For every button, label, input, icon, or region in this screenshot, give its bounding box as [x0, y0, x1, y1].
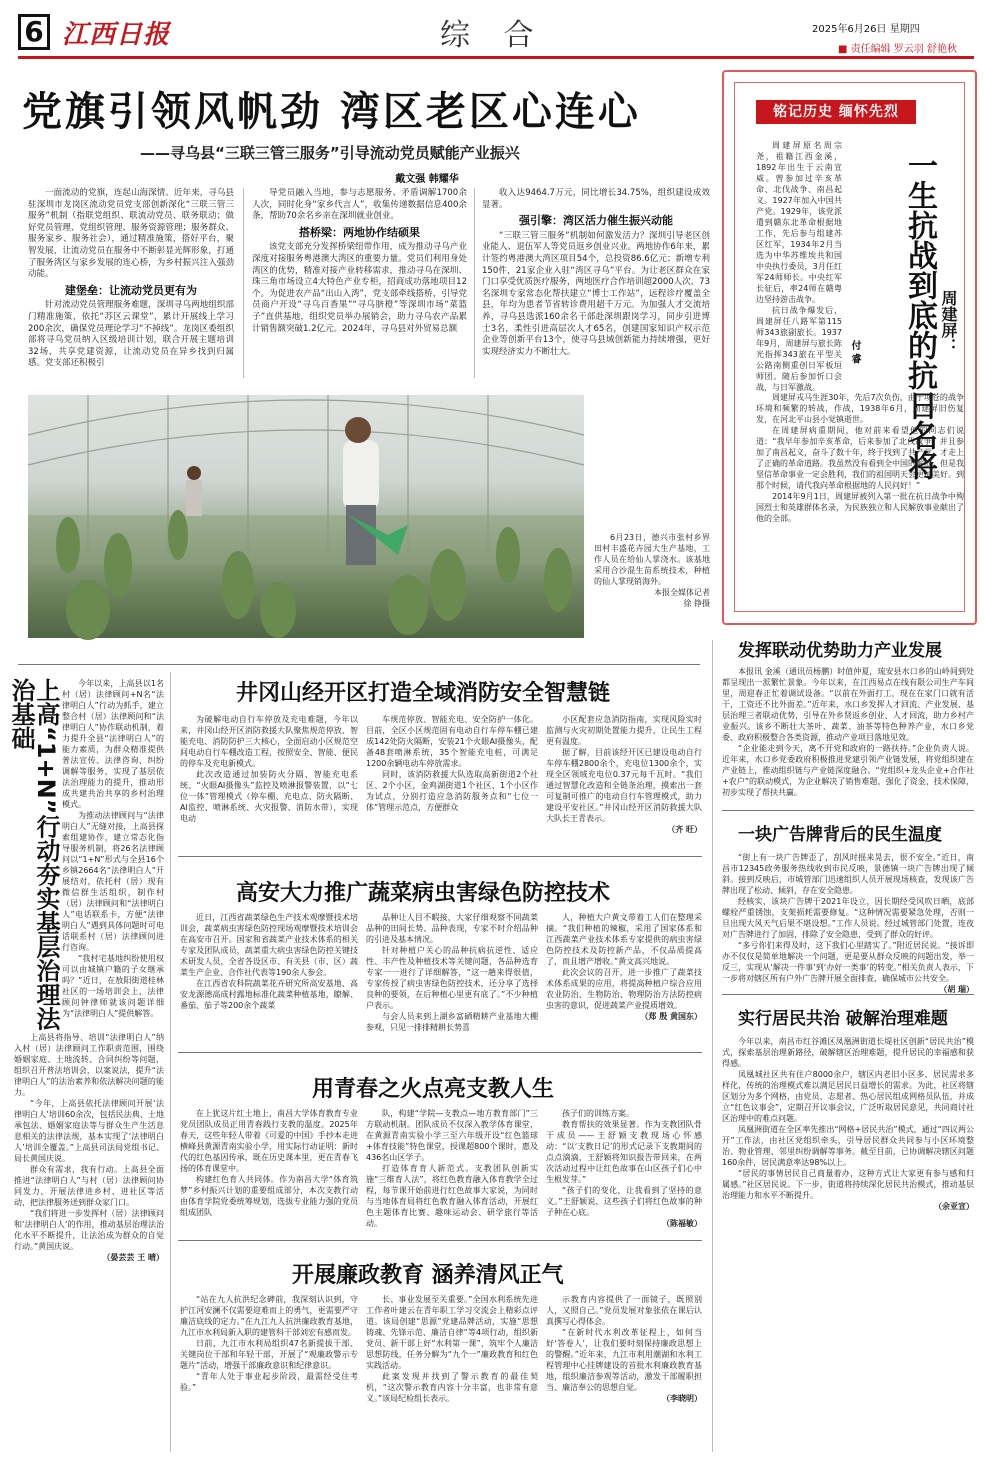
a3-title: 用青春之火点亮支教人生 — [312, 1077, 555, 1102]
a4-column-2: 长、事业发展至关重要。”全国水利系统先进工作者叶建云在青年职工学习交流会上精彩点评道。该局创建“思源”党建品牌活动，实施“思想铸魂、先锋示范、廉洁自律”等4项行动，组织新党员、新干部上好“水利第一课”，筑牢个人廉洁思想防线，任务分解为“九个一”廉政教育和红色实践活动。 此案发现并找到了警示教育的最佳契机，“这次警示教育内容十分丰富，也非常有意义。”该局纪检组长表示。 — [366, 1295, 538, 1403]
a4-title: 开展廉政教育 涵养清风正气 — [292, 1263, 564, 1288]
a3-column-1: 在上犹这片红土地上，南昌大学体育教育专业党员团队成员正用青春践行支教的温度。2025年春天，这些年轻人带着《可爱的中国》手抄本走进横峰县黄源青南实验小学，用实际行动证明：新时代的红色基因传承，既在历史课本里，更在青春飞扬的体育课堂中。 构建红色育人共同体。作为南昌大学“体育筑梦”乡村振兴计划的重要组成部分，本次支教行动由体育学院党委统筹规划，选拔专业能力强的党员组成团队 — [180, 1109, 358, 1217]
a1-column-2: 车规范停放、智能充电、安全防护一体化。目前，全区小区规范固有电动自行车停车棚已建成142处防火隔断，安装21个火眼AI摄像头，配备48套喷淋系统，35个智能充电桩，可满足1200余辆电动车停放需求。 同时，该消防救援大队选取高新街道2个社区、2个小区，金鸡湖街道1个社区、1个小区作为试点，分别打造应急消防服务点和“七位一体”管理示范点，方便群众 — [366, 715, 538, 812]
lead-column-2: 导党员融入当地，参与志愿服务、矛盾调解1700余人次，同时化身“家乡代言人”，收集传递数据信息400余条，帮助70余名乡亲在深圳就业创业。 搭桥梁：两地协作结硕果 该党支部充分发挥桥梁纽带作用，成为推动寻乌产业深度对接服务粤港澳大湾区的重要力量。党员们利用身处湾区的优势，精准对接产业转移需求，推动寻乌在深圳、珠三角市场设立4大特色产业专柜，招商成功落地项目12个。为促进农产品“出山入湾”，党支部牵线搭桥，引导党员商户开设“寻乌百香果”“寻乌脐橙”等深圳市场“菜篮子”直供基地，组织党员举办展销会，助力寻乌农产品累计销售额突破1.2亿元。2024年，寻乌县对外贸易总额 — [252, 188, 467, 334]
photo-credit-line2: 徐 铮摄 — [683, 599, 710, 608]
issue-date: 2025年6月26日 星期四 — [812, 24, 920, 35]
a1-column-3: 小区配套应急消防指南，实现风险实时监测与火灾初期处置能力提升，让民生工程更有温度。 据了解，目前该经开区已建设电动自行车停车棚2800余个，充电位1300余个，实现全区领域充电位0.37元每千瓦时。“我们通过智慧化改造和全链条治理，摸索出一套可复制可推广的电动自行车管理模式，助力建设平安社区。”井冈山经开区消防救援大队大队长王青表示。 （齐 旺） — [546, 715, 702, 834]
a2-column-1: 近日，江西省蔬菜绿色生产技术观摩暨技术培训会，蔬菜病虫害绿色防控现场观摩暨技术培训会在高安市召开。国家和省蔬菜产业技术体系的相关专家及团队成员，蔬菜重大病虫害绿色防控关键技术研发人员，全省各设区市、有关县（市、区）蔬菜生产企业、合作社代表等190余人参会。 在江西省农科院蔬菜花卉研究所高安基地、高安龙源德高成村露地标准化蔬菜种植基地，瞭解、番茄、茄子等200余个蔬菜 — [180, 913, 358, 1010]
r3-sign: （余亚宣） — [934, 1202, 974, 1211]
sidebar-banner: 铭记历史 缅怀先烈 — [756, 100, 916, 124]
sidebar-title: 一生抗战到底的抗日名将 — [902, 150, 937, 480]
a3-sign: （陈福敏） — [662, 1219, 702, 1228]
lead-column-3: 收入达9464.7万元，同比增长34.75%，组织建设成效显著。 强引擎：湾区活力催生振兴动能 “三联三管三服务”机制如何激发活力？深圳引导老区创业能人、退伍军人等党员返乡创业兴业。两地协作6年来，累计签约粤港澳大湾区项目54个，总投资86.6亿元；新增专利150件，21家企业入驻“湾区寻乌”平台。为让老区群众在家门口享受优质医疗服务，两地医疗合作培训超2000人次，73名深圳专家常态化帮扶建立“博士工作站”，远程诊疗覆盖全县，年均为患者节省转诊费用超千万元。为加强人才交流培养，寻乌县选派160余名干部赴深圳跟岗学习，同步引进博士3名，柔性引进高层次人才65名，创建国家知识产权示范企业等创新平台13个，使寻乌县域创新能力持续增强，更好实现经济实力不断壮大。 — [482, 188, 710, 357]
sidebar-column-1: 周建屏原名周宗尧，祖籍江西金溪，1892年出生于云南宣威。曾参加过辛亥革命、北伐战争、南昌起义。1927年加入中国共产党。1929年，该党派遣到赣东北革命根据地工作，先后参与组建苏区红军，1934年2月当选为中华苏维埃共和国中央执行委员，3月任红军24师师长。中央红军长征后，率24师在赣粤边坚持游击战争。 抗日战争爆发后，周建屏任八路军第115师343旅副旅长。1937年9月，周建屏与旅长陈光指挥343旅在平型关公路南侧重创日军板垣师团。随后参加忻口会战，与日军激战。 — [756, 141, 842, 392]
a4-column-3: 示教育内容提供了一面镜子，既照别人，又照自己。”党员发展对象张依在课后认真撰写心得体会。 “在新时代水利改革征程上，如何当好‘答卷人’，让我们要时刻保持廉政思想上的警醒。”近年来，九江市利用潮湖和水利工程管理中心挂牌建设的首批水利廉政教育基地，组织廉洁参观等活动，激发干部履职担当、廉洁奉公的思想自觉。 （李晓明） — [546, 1295, 702, 1403]
photo-credit-line1: 本报全媒体记者 — [654, 588, 710, 597]
a4-sign: （李晓明） — [662, 1394, 702, 1403]
a2-sign: （郑 殷 黄国东） — [640, 1012, 702, 1021]
a2-column-3: 人，种植大户黄文带着工人们在整理采摘。“我们种植的辣椒，采用了国家体系和江西蔬菜产业技术体系专家提供的病虫害绿色防控技术及防控新产品，不仅品质提高了，而且增产增收。”黄文高兴地说。 此次会议的召开，进一步推广了蔬菜技术体系成果的应用，将提高种植户综合应用农业防治、生物防治、物理防治方法防控病虫害的意识，促进蔬菜产业提质增效。 （郑 殷 黄国东） — [546, 913, 702, 1021]
a1-title: 井冈山经开区打造全域消防安全智慧链 — [236, 681, 611, 706]
a2-column-2: 品种让人目不暇接，大家仔细观察不同蔬菜品种的田间长势、品种表现，专家不时介绍品种的引进及基本情况。 针对种植户关心的品种抗病抗逆性、适应性、丰产性及种植技术等关键问题，各品种选育专家一一进行了详细解答，“这一趟来得很值，专家传授了病虫害绿色防控技术，还分享了选择良种的要领，在后种植心里更有底了。”不少种植户表示。 与会人员来到上湖乡富硒精耕产业基地大棚参观，只见一排排精耕长势喜 — [366, 913, 538, 1032]
r3-body: 今年以来，南昌市红谷滩区凤凰洲街道长堤社区创新“居民共治”模式，探索基层治理新路径，破解辖区治理难题，提升居民的幸福感和获得感。 凤凰城社区共有住户8000余户，辖区内老旧小区多、居民需求多样化，传统的治理模式难以满足居民日益增长的需求。为此，社区将辖区划分为多个网格，由党员、志愿者、热心居民组成网格员队伍，并成立“红色议事会”，定期召开议事会议，广泛听取居民意见，共同商讨社区治理中的难点问题。 凤凰洲街道在全区率先推出“网格+居民共治”模式，通过“四议两公开”工作法，由社区党组织牵头，引导居民群众共同参与小区环境整治、物业管理、邻里纠纷调解等事务。截至目前，已协调解决辖区问题160余件，居民满意率达98%以上。 “居民的事情居民自己商量着办，这种方式让大家更有参与感和归属感。”社区居民说。下一步，街道将持续深化居民共治模式，推动基层治理能力和水平不断提升。 （余亚宣） — [722, 1037, 974, 1211]
lead-title: 党旗引领风帆劲 湾区老区心连心 — [22, 89, 641, 135]
paper-name-logo: 江西日报 — [62, 20, 171, 50]
sidebar-author: 付 睿 — [849, 340, 860, 364]
a3-column-3: 孩子们的训练方案。 教育帮扶的效果显著。作为支教团队骨干成员——王舒颖支教现场心怀感动：“以‘支教日记’的形式记录下支教期间的点点滴滴，王舒颖将知识报告带回来，在两次活动过程中让红色故事在山区孩子们心中生根发芽。” “孩子们的变化，让我看到了坚持的意义。”王舒颖说，这些孩子们将红色故事的种子种在心底。 （陈福敏） — [546, 1109, 702, 1228]
editors: ■ 责任编辑 罗云羽 舒艳秋 — [838, 44, 957, 55]
sidebar-column-2: 周建屏戎马生涯30年，先后7次负伤，由于项苍的战争环境和频繁的转战，作战，1938年6月，周建屏旧伤复发，在河北平山县小觉镇逝世。 在周建屏病重期间，他对前来看望他的同志们说道：“我早年参加辛亥革命，后来参加了北伐战争，并且参加了南昌起义，奋斗了数十年，终于找到了共产党，才走上了正确的革命道路。我虽然没有看到全中国的解放，但是我坚信革命事业一定会胜利，我们的祖国明天会更加美好。到那个时候，请代我向革命根据地的人民问好！” 2014年9月1日，周建屏被列入第一批在抗日战争中殉国烈士和英雄群体名录，为民族独立和人民解放事业献出了他的全部。 — [756, 393, 964, 523]
section-title: 综 合 — [440, 18, 546, 53]
left-article-column-1: 今年以来，上高县以1名村（居）法律顾问+N名“法律明白人”行动为抓手，建立整合村（居）法律顾问和“法律明白人”协作联动机制，着力提升全县“法律明白人”的能力素质，为群众精准提供普法宣传、法律咨询、纠纷调解等服务，实现了基层依法治理能力的提升，推动形成共建共治共享的乡村治理模式。 为推动法律顾问与“法律明白人”无缝对接，上高县探索组建协作，建立常态化指导服务机制，将26名法律顾问以“1+N”形式与全县16个乡镇2664名“法律明白人”开展结对，依托村（居）现有微信群生活组织，制作村（居）法律顾问和“法律明白人”电话联系卡，方便“法律明白人”遇到具体问题时可电话联系村（居）法律顾问进行咨询。 “我村宅基地纠纷使用权可以由城镇户籍的子女继承吗？”近日，在敖阳街道桂林社区的一场培训会上，法律顾问钟律师就该问题详细为“法律明白人”提供解答。 — [62, 679, 164, 1018]
page-number-box — [18, 14, 50, 50]
left-article-column-2: 上高县将指导、培训“法律明白人”纳入村（居）法律顾问工作职责范围，围绕婚姻家庭、土地流转、合同纠纷等问题，组织召开普法培训会，以案说法，提升“法律明白人”的法治素养和依法解决问题的能力。 “今年，上高县依托法律顾问开展‘法律明白人’培训60余次，包括民法典、土地承包法、婚姻家庭法等与群众生产生活息息相关的法律法规，基本实现了‘法律明白人’培训全覆盖。”上高县司法局党组书记、局长黄国庆说。 群众有需求，我有行动。上高县全面推进“法律明白人”与村（居）法律顾问协同发力，开展法律进乡村、进社区等活动，把法律服务送到群众家门口。 “我们将进一步发挥村（居）法律顾问和‘法律明白人’的作用，推动基层治理法治化水平不断提升，让法治成为群众的自觉行动。”黄国庆说。 （晏芸芸 王 晴） — [14, 1033, 164, 1262]
lead-subtitle: ——寻乌县“三联三管三服务”引导流动党员赋能产业振兴 — [140, 144, 520, 162]
r1-body: 本报讯 金溪（通讯员杨鹏）时值仲夏，琉安县水口乡的山岭间到处都呈现出一派繁忙景象。今年以来，在江西易点在线有限公司生产车间里，周迎春正忙着调试设备。“以前在外面打工，现在在家门口就有活干，工资还不比外面差。”近年来，水口乡发挥人才回流、产业发展、基层治理三者联动优势，引导在外乡贤返乡创业、人才回流，助力乡村产业振兴。该乡不断壮大茶叶、蔬菜、油茶等特色种养产业，水口乡党委、政府积极整合各类资源，推动产业项目落地见效。 “企业能走到今天，离不开党和政府的一路扶持。”企业负责人说。近年来，水口乡党委政府积极推进党建引领产业链发展，将党组织建在产业链上，推动组织链与产业链深度融合。“党组织+龙头企业+合作社+农户”的联动模式，为企业解决了销售难题，强化了资金、技术保障，初步实现了帮扶共赢。 — [722, 667, 974, 797]
photo-caption-box — [594, 532, 710, 642]
r2-body: “街上有一块广告牌歪了，刮风时摇来晃去，很不安全。”近日，南昌市12345政务服务热线收到市民反映，景德镇一块广告牌出现了倾斜。接到反映后，市城管部门迅速组织人员开展现场核查，发现该广告牌出现了松动、倾斜，存在安全隐患。 经核实，该块广告牌于2021年设立，因长期经受风吹日晒，底部螺栓严重锈蚀，支架损耗需要修复。“这种情况需要紧急处理，否则一旦出现大风天气后果不堪设想。”工作人员说。经过城管部门处置，连夜对广告牌进行了加固，排除了安全隐患，受到了群众的好评。 “多亏你们来得及时，这下我们心里踏实了。”附近居民说。“接诉即办不仅仅是简单地解决一个问题，更是要从群众反映的问题出发，举一反三，实现从‘解决一件事’到‘办好一类事’的转变。”相关负责人表示，下一步将对辖区所有户外广告牌开展全面排查，确保城市公共安全。 （胡 瑞） — [722, 853, 974, 994]
greenhouse-scene — [28, 395, 584, 638]
masthead-rule — [18, 56, 974, 59]
left-article-sign: （晏芸芸 王 晴） — [102, 1253, 164, 1262]
a1-sign: （齐 旺） — [667, 825, 702, 834]
a4-column-1: “站在九人抗洪纪念碑前，我深刻认识到，守护江河安澜不仅需要迎难而上的勇气，更需要严守廉洁底线的定力。”在九江九人抗洪廉政教育基地，九江市水利局新入职的建管科干部刘宏有感而发。 日前，九江市水利局组织47名新提拔干部、关键岗位干部和年轻干部，开展了“观廉政警示专题片”活动，增强干部廉政意识和纪律意识。 “青年人处于事业起步阶段，最需经受住考验。” — [180, 1295, 358, 1392]
r2-sign: （胡 瑞） — [939, 985, 974, 994]
sidebar-subtitle: 周建屏： — [939, 290, 958, 354]
lead-subhead-1: 建堡垒：让流动党员更有为 — [65, 283, 197, 297]
r1-title: 发挥联动优势助力产业发展 — [738, 641, 942, 661]
lead-subhead-3: 强引擎：湾区活力催生振兴动能 — [519, 214, 673, 228]
greenhouse-photo — [28, 395, 584, 638]
lead-subhead-2: 搭桥梁：两地协作结硕果 — [299, 225, 420, 239]
a3-column-2: 队，构建“学院—支教点—地方教育部门”三方联动机制。团队成员不仅深入教学体育课堂，在黄源青南实验小学三至六年级开设“红色篮球+体育技能”特色课堂，授课超800个课时，惠及436名山区学子。 打造体育育人新范式。支教团队创新实施“三维育人法”，将红色教育融入体育教学全过程，每节课开始前进行红色故事大家说，为同时与当地体育局将红色教育融入体育活动，开展红色主题体育比赛、趣味运动会、研学旅行等活动。 — [366, 1109, 538, 1228]
left-article-title: 上高“1+N”行动夯实基层治理法治基础 — [7, 678, 60, 1031]
photo-caption: 6月23日，德兴市张村乡界田村丰盛花卉园大生产基地，工作人员在给仙人掌浇水。该基地采用合沙混生苗系统技术，种植的仙人掌现销海外。 — [594, 533, 710, 586]
lead-column-1: 一面流动的党旗，连起山海深情。近年来，寻乌县驻深圳市龙岗区流动党员党支部创新深化“三联三管三服务”机制（指联党组织、联流动党员、联务联动；做好党员管理、党组织管理、服务资源管理；服务群众、服务家乡、服务社会），通过精准施策，搭好平台，聚智发展，让流动党员在服务中不断彰显光辉形象，打通了服务湾区与家乡发展的连心桥，为乡村振兴注入强劲动能。 建堡垒：让流动党员更有为 针对流动党员管理服务难题，深圳寻乌两地组织部门精准施策，依托“苏区云课堂”，累计开展线上学习200余次，确保党员理论学习“不掉线”。龙岗区委组织部将寻乌党员纳入区级培训计划，联合开展主题培训32场，共享党建资源，让流动党员在异乡找到归属感。党支部还积极引 — [28, 188, 234, 369]
a2-title: 高安大力推广蔬菜病虫害绿色防控技术 — [236, 881, 611, 906]
lead-byline: 戴文强 韩耀华 — [395, 174, 459, 185]
r3-title: 实行居民共治 破解治理难题 — [738, 1009, 948, 1029]
r2-title: 一块广告牌背后的民生温度 — [738, 825, 942, 845]
a1-column-1: 为破解电动自行车停放及充电难题，今年以来，井冈山经开区消防救援大队聚焦规范停放、智能充电、消防防护三大核心，全面启动小区规范空间电动自行车棚改造工程，按照安全、智能、便民的停车及充电新模式。 此次改造通过加装防火分隔、智能充电系统、“火眼AI摄像头”监控及喷淋报警装置，以“七位一体”管理模式（停车棚、充电点、防火隔断、AI监控、喷淋系统、火灾报警、消防水带），实现电动 — [180, 715, 358, 823]
page-number: 6 — [24, 15, 44, 48]
